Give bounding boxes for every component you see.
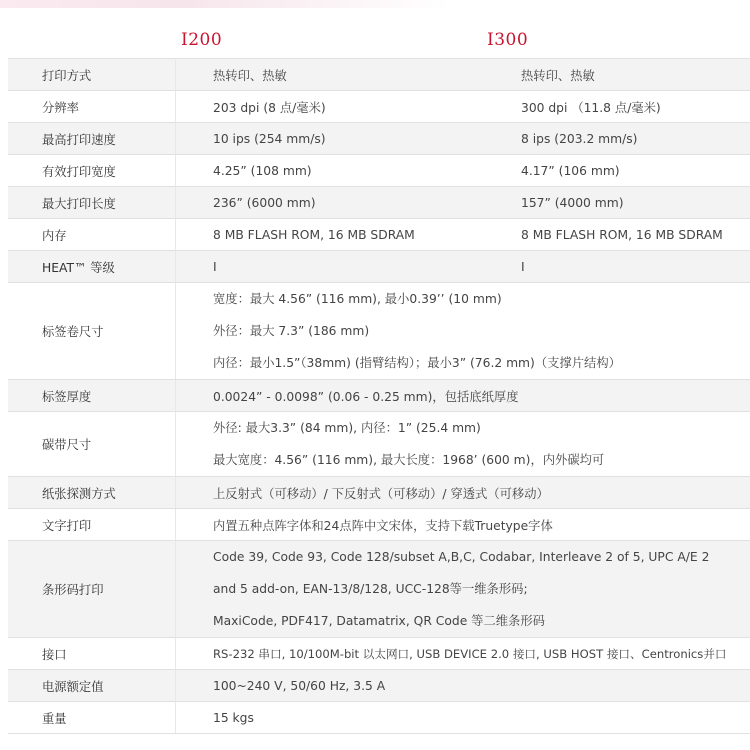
spec-row-weight [8,702,750,734]
i300-value: 4.17” (106 mm) [521,155,750,187]
model-header-i300: I300 [487,30,529,50]
row-label: 纸张探测方式 [8,477,176,509]
spec-row-print-length [8,187,750,219]
barcode-values [176,541,750,638]
row-label: 内存 [8,219,176,251]
row-label: 重量 [8,702,176,734]
row-label: 分辨率 [8,91,176,123]
interface-value: RS-232 串口, 10/100M-bit 以太网口, USB DEVICE 2.0 接口, USB HOST 接口、Centronics并口 [176,638,750,670]
row-label: HEAT™ 等级 [8,251,176,283]
ribbon-diameter: 外径: 最大3.3” (84 mm), 内径：1” (25.4 mm) [213,421,481,435]
ribbon-values [176,412,750,477]
i300-value: 157” (4000 mm) [521,187,750,219]
text-print-value: 内置五种点阵字体和24点阵中文宋体，支持下载Truetype字体 [176,509,750,541]
i200-value: 热转印、热敏 [176,59,522,91]
i300-value: 8 MB FLASH ROM, 16 MB SDRAM [521,219,750,251]
i300-value: I [521,251,750,283]
row-label: 标签厚度 [8,380,176,412]
label-roll-values [176,283,750,380]
label-roll-outer-diameter: 外径：最大 7.3” (186 mm) [213,324,370,338]
spec-row-heat-class [8,251,750,283]
spec-row-label-thickness [8,380,750,412]
barcode-line-3: MaxiCode, PDF417, Datamatrix, QR Code 等二维条形码 [213,614,545,628]
spec-row-ribbon [8,412,750,477]
media-sensor-value: 上反射式（可移动）/ 下反射式（可移动）/ 穿透式（可移动） [176,477,750,509]
weight-value: 15 kgs [176,702,750,734]
label-thickness-value: 0.0024” - 0.0098” (0.06 - 0.25 mm)，包括底纸厚度 [176,380,750,412]
label-roll-inner-diameter: 内径：最小1.5”（38mm) (指臂结构）；最小3” (76.2 mm)（支撑片结构） [213,356,621,370]
spec-table [8,58,750,734]
row-label: 有效打印宽度 [8,155,176,187]
i200-value: 236” (6000 mm) [176,187,522,219]
row-label: 最高打印速度 [8,123,176,155]
power-value: 100~240 V, 50/60 Hz, 3.5 A [176,670,750,702]
barcode-line-1: Code 39, Code 93, Code 128/subset A,B,C, Codabar, Interleave 2 of 5, UPC A/E 2 [213,550,710,564]
barcode-line-2: and 5 add-on, EAN-13/8/128, UCC-128等一维条形码; [213,582,528,596]
model-header-i200: I200 [181,30,223,50]
spec-row-interface [8,638,750,670]
spec-row-barcode [8,541,750,638]
ribbon-width-length: 最大宽度：4.56” (116 mm), 最大长度：1968’ (600 m)，内外碳均可 [213,453,605,467]
spec-row-text-print [8,509,750,541]
row-label: 标签卷尺寸 [8,283,176,380]
i200-value: 8 MB FLASH ROM, 16 MB SDRAM [176,219,522,251]
i300-value: 300 dpi （11.8 点/毫米) [521,91,750,123]
i300-value: 8 ips (203.2 mm/s) [521,123,750,155]
label-roll-width: 宽度：最大 4.56” (116 mm), 最小0.39’’ (10 mm) [213,292,502,306]
row-label: 条形码打印 [8,541,176,638]
row-label: 电源额定值 [8,670,176,702]
row-label: 接口 [8,638,176,670]
i200-value: I [176,251,522,283]
i200-value: 4.25” (108 mm) [176,155,522,187]
spec-row-resolution [8,91,750,123]
i200-value: 10 ips (254 mm/s) [176,123,522,155]
spec-row-label-roll [8,283,750,380]
spec-row-max-speed [8,123,750,155]
row-label: 打印方式 [8,59,176,91]
i300-value: 热转印、热敏 [521,59,750,91]
row-label: 碳带尺寸 [8,412,176,477]
spec-row-print-method [8,59,750,91]
spec-row-print-width [8,155,750,187]
row-label: 文字打印 [8,509,176,541]
row-label: 最大打印长度 [8,187,176,219]
spec-row-memory [8,219,750,251]
i200-value: 203 dpi (8 点/毫米) [176,91,522,123]
spec-row-media-sensor [8,477,750,509]
spec-row-power [8,670,750,702]
